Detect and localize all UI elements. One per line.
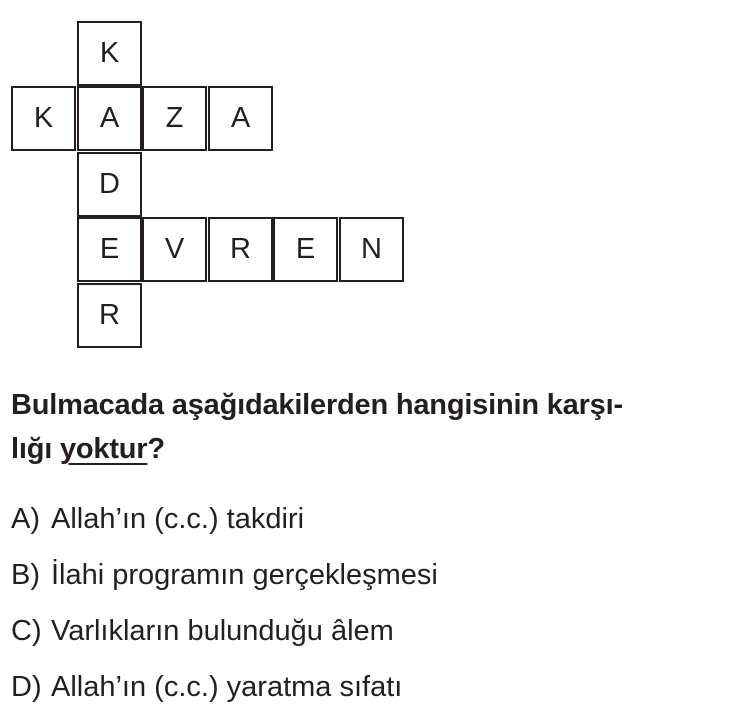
question-text [11, 383, 726, 471]
option-text: Varlıkların bulunduğu âlem [51, 615, 394, 647]
puzzle-cell: D [77, 152, 142, 217]
question-line-2 [11, 427, 726, 471]
puzzle-cell: A [77, 86, 142, 151]
puzzle-cell: K [77, 21, 142, 86]
puzzle-cell: E [273, 217, 338, 282]
option-a[interactable] [11, 497, 726, 553]
puzzle-cell: N [339, 217, 404, 282]
option-letter: A) [11, 503, 40, 535]
crossword-puzzle [0, 0, 731, 360]
option-letter: C) [11, 615, 42, 647]
answer-options [11, 497, 726, 721]
option-text: Allah’ın (c.c.) yaratma sıfatı [51, 671, 403, 703]
option-letter: D) [11, 671, 42, 703]
question-emphasis: yoktur [59, 433, 148, 465]
option-c[interactable] [11, 609, 726, 665]
question-mark: ? [147, 433, 165, 465]
option-b[interactable] [11, 553, 726, 609]
puzzle-cell: R [208, 217, 273, 282]
puzzle-cell: R [77, 283, 142, 348]
puzzle-cell: A [208, 86, 273, 151]
option-d[interactable] [11, 665, 726, 721]
option-text: Allah’ın (c.c.) takdiri [51, 503, 305, 535]
puzzle-cell: Z [142, 86, 207, 151]
question-line-1: Bulmacada aşağıdakilerden hangisinin karşı- [11, 389, 623, 421]
puzzle-cell: V [142, 217, 207, 282]
option-letter: B) [11, 559, 40, 591]
question-line-2-start: lığı [11, 433, 60, 465]
puzzle-cell: E [77, 217, 142, 282]
puzzle-cell: K [11, 86, 76, 151]
option-text: İlahi programın gerçekleşmesi [51, 559, 438, 591]
